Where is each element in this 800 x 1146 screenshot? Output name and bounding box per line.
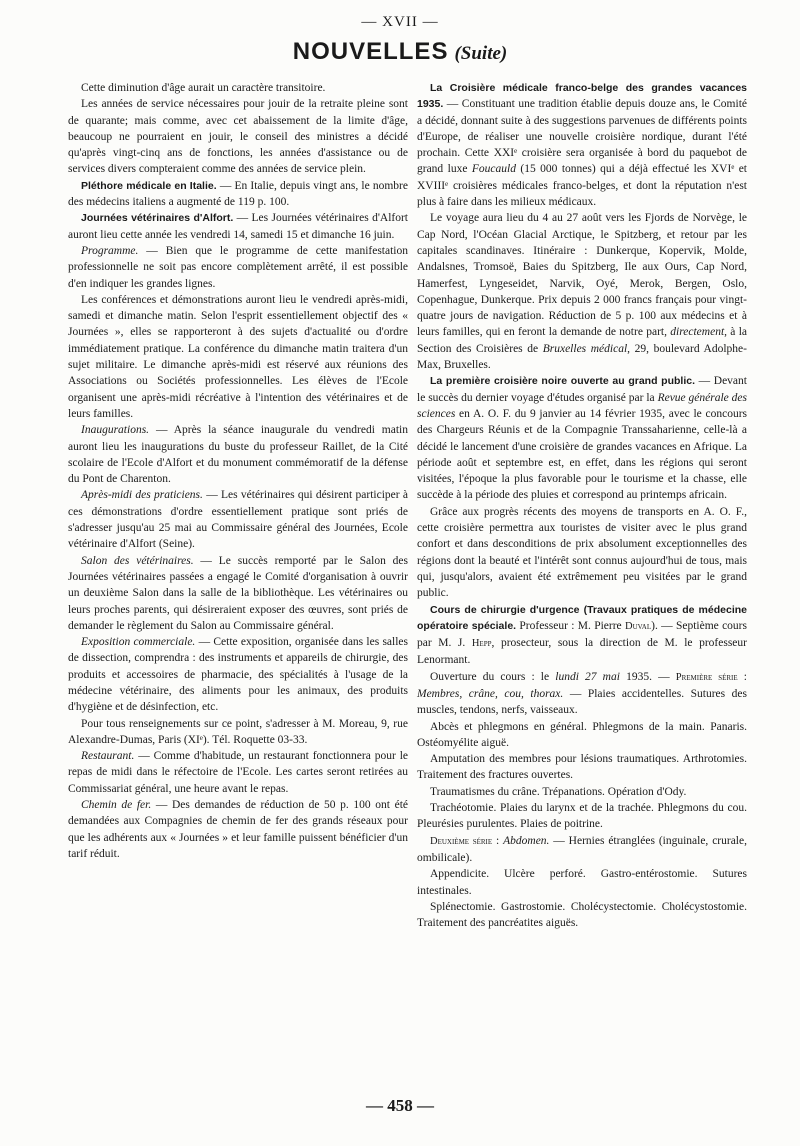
item-heading: Cours de chirurgie d'urgence (Travaux pratiques de médecine opératoire spéciale. — [417, 603, 747, 632]
folio-roman: — XVII — — [361, 14, 439, 30]
paragraph: Après-midi des praticiens. — Les vétérinaires qui désirent participer à ces démonstrations d'ordre essentiellement pratique sont priés de s'adresser jusqu'au 25 mai au Commissaire général des Journées, Ecole vétérinaire d'Alfort (Seine). — [68, 489, 408, 551]
left-column — [68, 80, 408, 862]
paragraph: Deuxième série : Abdomen. — Hernies étranglées (inguinale, crurale, ombilicale). — [417, 834, 747, 864]
item-heading: La première croisière noire ouverte au grand public. — [430, 375, 695, 388]
section-heading — [0, 38, 800, 66]
paragraph: Les conférences et démonstrations auront lieu le vendredi après-midi, samedi et dimanche matin. Selon l'esprit essentiellement objectif des « Journées », elles se rapporteront à des sujets d'actualité ou d'ordre immédiatement pratique. La conférence du dimanche matin traitera d'un sujet militaire. Le dimanche après-midi est réservé aux réunions des Associations ou Sociétés professionnelles. Les élèves de l'Ecole organisent une après-midi récréative à l'intention des vétérinaires et de leurs familles. — [68, 293, 408, 420]
paragraph: Traumatismes du crâne. Trépanations. Opération d'Ody. — [430, 785, 687, 798]
heading-title: NOUVELLES — [292, 38, 449, 65]
paragraph: Pléthore médicale en Italie. — En Italie, depuis vingt ans, le nombre des médecins italiens a augmenté de 119 p. 100. — [68, 179, 408, 209]
paragraph: Exposition commerciale. — Cette exposition, organisée dans les salles de dissection, comprendra : des instruments et appareils de chirurgie, des produits et accessoires de pharmacie, des spécialités à l'usage de la médecine vétérinaire, des aliments pour les animaux, des produits d'hygiène et de désinfection, etc. — [68, 636, 409, 714]
subheading: Chemin de fer. — [81, 799, 152, 812]
item-heading: Pléthore médicale en Italie. — [81, 179, 217, 192]
paragraph: Programme. — Bien que le programme de cette manifestation professionnelle ne soit pas encore complètement arrêté, il est possible d'en indiquer les grandes lignes. — [68, 244, 408, 290]
subheading: Restaurant. — [81, 750, 135, 763]
subheading: Exposition commerciale. — [81, 636, 196, 649]
paragraph: Le voyage aura lieu du 4 au 27 août vers les Fjords de Norvège, le Cap Nord, l'Océan Glacial Arctique, le Spitzberg, et retour par les capitales scandinaves. Itinéraire : Dunkerque, Kopervik, Molde, Andalsnes, Tromsoë, Baies du Spitzberg, Ile aux Ours, Cap Nord, Hamerfest, Lyngeseidet, Narvik, Oyé, Merok, Bergen, Oslo, Copenhague, Dunkerque. Prix depuis 2 000 francs français pour vingt-quatre jours de navigation. Réduction de 5 p. 100 aux médecins et à leurs familles, qui en feront la demande de notre part, directement, à la Section des Croisières de Bruxelles médical, 29, boulevard Adolphe-Max, Bruxelles. — [417, 212, 748, 372]
paragraph: Ouverture du cours : le lundi 27 mai 1935. — Première série : Membres, crâne, cou, thorax. — Plaies accidentelles. Sutures des muscles, tendons, nerfs, vaisseaux. — [417, 670, 747, 717]
paragraph: Pour tous renseignements sur ce point, s'adresser à M. Moreau, 9, rue Alexandre-Dumas, Paris (XIᵉ). Tél. Roquette 03-33. — [68, 717, 408, 746]
item-heading: Journées vétérinaires d'Alfort. — [81, 212, 234, 225]
paragraph: Appendicite. Ulcère perforé. Gastro-entérostomie. Sutures intestinales. — [417, 868, 747, 897]
right-column — [417, 80, 747, 931]
subheading: Programme. — [81, 244, 139, 257]
item-heading: La Croisière médicale franco-belge des grandes vacances 1935. — [417, 82, 747, 111]
paragraph: Splénectomie. Gastrostomie. Cholécystectomie. Cholécystostomie. Traitement des pancréatites aiguës. — [417, 900, 747, 930]
paragraph: Salon des vétérinaires. — Le succès remporté par le Salon des Journées vétérinaires passées a engagé le Comité d'organisation à ouvrir un deuxième Salon dans la salle de la bibliothèque. Les vétérinaires ou leurs proches parents, qui désireraient exposer des œuvres, sont priés de demander le règlement du Salon au Commissaire général. — [68, 554, 408, 632]
subheading: Après-midi des praticiens. — [81, 489, 203, 502]
paragraph: Trachéotomie. Plaies du larynx et de la trachée. Phlegmons du cou. Pleurésies purulentes. Plaies de poitrine. — [417, 802, 747, 831]
paragraph: Journées vétérinaires d'Alfort. — Les Journées vétérinaires d'Alfort auront lieu cette année les vendredi 14, samedi 15 et dimanche 16 juin. — [68, 212, 409, 241]
page-number: — 458 — — [366, 1096, 434, 1115]
paragraph: Chemin de fer. — Des demandes de réduction de 50 p. 100 ont été demandées aux Compagnies de chemin de fer des grands réseaux pour que les adhérents aux « Journées » et leur famille puissent bénéficier d'un tarif réduit. — [68, 799, 408, 860]
paragraph: Les années de service nécessaires pour jouir de la retraite pleine sont de quarante; mais comme, avec cet abaissement de la limite d'âge, beaucoup ne pourraient en jouir, le conseil des ministres a décidé qu'après vingt-cinq ans de fonctions, les années d'assistance ou de services divers compteraient comme des années de service plein. — [68, 98, 408, 176]
heading-suite: (Suite) — [454, 43, 508, 64]
paragraph: Amputation des membres pour lésions traumatiques. Arthrotomies. Traitement des fractures ouvertes. — [417, 753, 747, 782]
paragraph: La Croisière médicale franco-belge des grandes vacances 1935. — Constituant une tradition établie depuis douze ans, le Comité a décidé, donnant suite à des suggestions parvenues de différents points d'Europe, de réaliser une nouvelle croisière nordique, durant l'été prochain. Cette XXIᵉ croisière sera organisée à bord du paquebot de grand luxe Foucauld (15 000 tonnes) qui a déjà effectué les XVIᵉ et XVIIIᵉ croisières médicales franco-belges, et dont la réputation n'est plus à faire dans les milieux médicaux. — [417, 82, 748, 209]
subheading: Salon des vétérinaires. — [81, 554, 194, 567]
paragraph: La première croisière noire ouverte au grand public. — Devant le succès du dernier voyage d'études organisé par la Revue générale des sciences en A. O. F. du 9 janvier au 14 février 1935, avec le concours des Chargeurs Réunis et de la Compagnie Transsaharienne, celle-là a décidé le lancement d'une croisière de grandes vacances en Afrique. La période août et septembre est, en effet, dans les régions qui seront visitées, l'époque la plus favorable pour le tourisme et la chasse, elle succède à la période des pluies et correspond au printemps africain. — [417, 375, 747, 502]
paragraph: Cours de chirurgie d'urgence (Travaux pratiques de médecine opératoire spéciale. Professeur : M. Pierre Duval). — Septième cours par M. J. Hepp, prosecteur, sous la direction de M. le professeur Lenormant. — [417, 603, 747, 667]
paragraph: Abcès et phlegmons en général. Phlegmons de la main. Panaris. Ostéomyélite aiguë. — [417, 720, 747, 749]
paragraph: Restaurant. — Comme d'habitude, un restaurant fonctionnera pour le repas de midi dans le réfectoire de l'Ecole. Les cartes seront retirées au Commissariat général, une heure avant le repas. — [68, 750, 408, 795]
paragraph: Cette diminution d'âge aurait un caractère transitoire. — [81, 82, 326, 94]
subheading: Inaugurations. — [81, 424, 150, 437]
paragraph: Inaugurations. — Après la séance inaugurale du vendredi matin auront lieu les inaugurations du buste du professeur Raillet, de la Cité scolaire de l'Ecole d'Alfort et du monument commémoratif de la défense du Pont de Charenton. — [68, 424, 408, 486]
paragraph: Grâce aux progrès récents des moyens de transports en A. O. F., cette croisière permettra aux touristes de visiter avec le plus grand confort et dans desconditions de prix absolument exceptionnelles des régions dont la beauté et l'intérêt sont connus aujourd'hui de tous, mais qui, jusqu'alors, avaient été extrêmement peu visitées par le grand public. — [417, 505, 747, 600]
